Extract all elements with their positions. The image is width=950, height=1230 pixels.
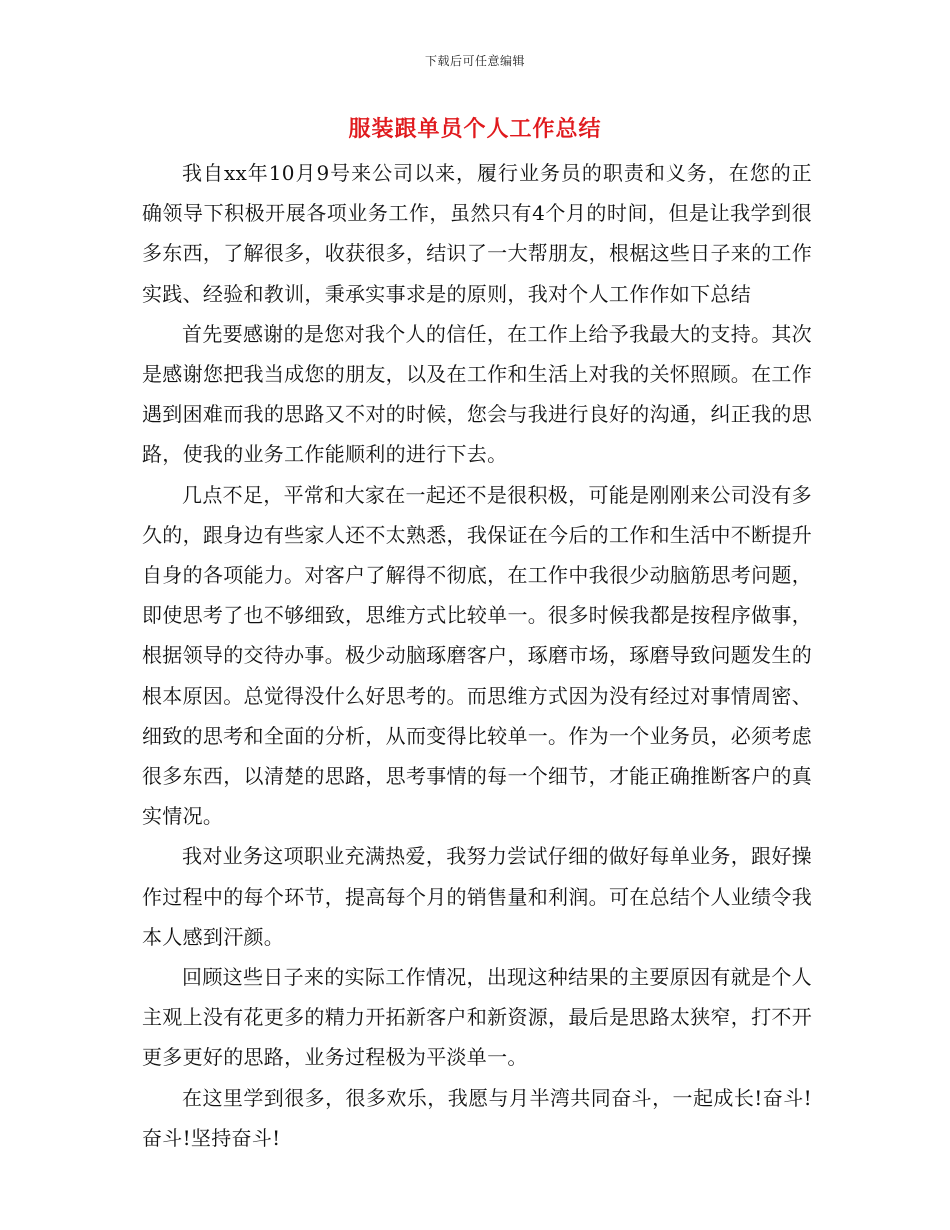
paragraph-5: 回顾这些日子来的实际工作情况，出现这种结果的主要原因有就是个人主观上没有花更多的精力开拓新客户和新资源，最后是思路太狭窄，打不开更多更好的思路，业务过程极为平淡单一。 xyxy=(142,965,812,1070)
document-title: 服装跟单员个人工作总结 xyxy=(348,116,602,142)
paragraph-2: 首先要感谢的是您对我个人的信任，在工作上给予我最大的支持。其次是感谢您把我当成您的朋友，以及在工作和生活上对我的关怀照顾。在工作遇到困难而我的思路又不对的时候，您会与我进行良好的沟通，纠正我的思路，使我的业务工作能顺利的进行下去。 xyxy=(142,321,812,467)
paragraph-6: 在这里学到很多，很多欢乐，我愿与月半湾共同奋斗，一起成长!奋斗!奋斗!坚持奋斗! xyxy=(142,1085,812,1150)
document-body xyxy=(142,153,812,1158)
paragraph-3: 几点不足，平常和大家在一起还不是很积极，可能是刚刚来公司没有多久的，跟身边有些家人还不太熟悉，我保证在今后的工作和生活中不断提升自身的各项能力。对客户了解得不彻底，在工作中我很少动脑筋思考问题，即使思考了也不够细致，思维方式比较单一。很多时候我都是按程序做事，根据领导的交待办事。极少动脑琢磨客户，琢磨市场，琢磨导致问题发生的根本原因。总觉得没什么好思考的。而思维方式因为没有经过对事情周密、细致的思考和全面的分析，从而变得比较单一。作为一个业务员，必须考虑很多东西，以清楚的思路，思考事情的每一个细节，才能正确推断客户的真实情况。 xyxy=(142,482,812,829)
paragraph-4: 我对业务这项职业充满热爱，我努力尝试仔细的做好每单业务，跟好操作过程中的每个环节，提高每个月的销售量和利润。可在总结个人业绩令我本人感到汗颜。 xyxy=(142,844,812,949)
page-header-note: 下载后可任意编辑 xyxy=(424,54,525,68)
paragraph-1: 我自xx年10月9号来公司以来，履行业务员的职责和义务，在您的正确领导下积极开展各项业务工作，虽然只有4个月的时间，但是让我学到很多东西，了解很多，收获很多，结识了一大帮朋友，根椐这些日子来的工作实践、经验和教训，秉承实事求是的原则，我对个人工作作如下总结 xyxy=(142,161,812,306)
